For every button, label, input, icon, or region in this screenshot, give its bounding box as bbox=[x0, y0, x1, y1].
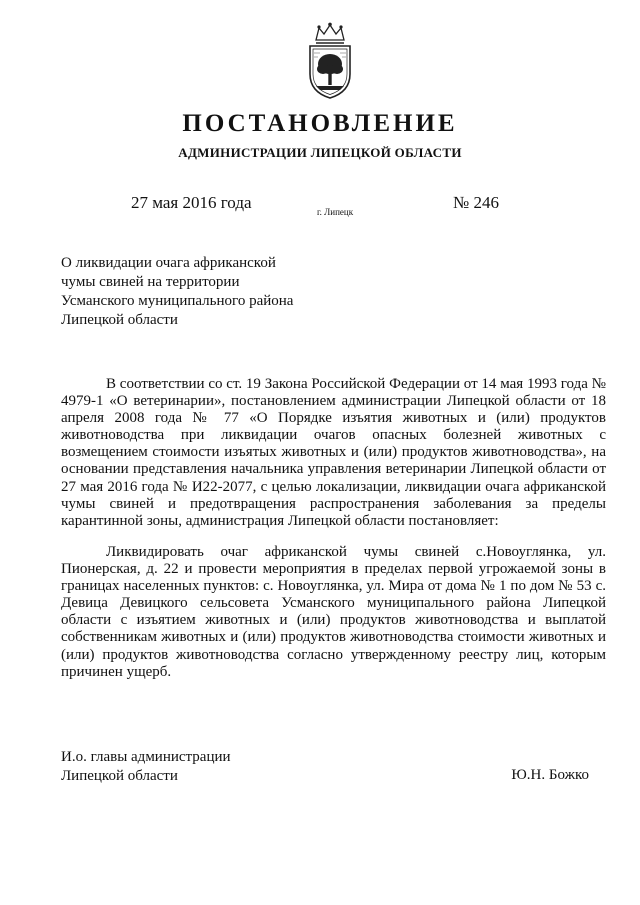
subject-line: чумы свиней на территории bbox=[61, 274, 240, 290]
preamble-paragraph: В соответствии со ст. 19 Закона Российской Федерации от 14 мая 1993 года № 4979-1 «О ветеринарии», постановлением администрации Липецкой области от 18 апреля 2008 года № 77 «О Порядке изъятия животных и (или) продуктов животноводства при ликвидации очагов опасных болезней животных с возмещением стоимости изъятых животных и (или) продуктов животноводства», на основании представления начальника управления ветеринарии Липецкой области от 27 мая 2016 года № И22-2077, с целью локализации, ликвидации очага африканской чумы свиней и предотвращения распространения заболевания за пределы карантинной зоны, администрация Липецкой области постановляет: bbox=[61, 376, 606, 529]
subject-line: Усманского муниципального района bbox=[61, 293, 294, 309]
issuing-authority: АДМИНИСТРАЦИИ ЛИПЕЦКОЙ ОБЛАСТИ bbox=[178, 145, 462, 160]
subject-line: Липецкой области bbox=[61, 312, 178, 328]
signatory-position-line: Липецкой области bbox=[61, 768, 178, 784]
coat-of-arms-icon bbox=[302, 22, 358, 100]
subject-line: О ликвидации очага африканской bbox=[61, 255, 276, 271]
resolution-paragraph: Ликвидировать очаг африканской чумы свиней с.Новоуглянка, ул. Пионерская, д. 22 и провести мероприятия в пределах первой угрожаемой зоны в границах населенных пунктов: с. Новоуглянка, ул. Мира от дома № 1 по дом № 53 с. Девица Девицкого сельсовета Усманского муниципального района Липецкой области с изъятием животных и (или) продуктов животноводства и выплатой собственникам животных и (или) продуктов животноводства стоимости животных и (или) продуктов животноводства согласно утвержденному реестру лиц, которым причинен ущерб. bbox=[61, 544, 606, 680]
document-city: г. Липецк bbox=[317, 207, 354, 217]
document-date: 27 мая 2016 года bbox=[131, 193, 252, 212]
signatory-position bbox=[61, 748, 231, 786]
signatory-position-line: И.о. главы администрации bbox=[61, 749, 231, 765]
document-subject bbox=[61, 254, 341, 330]
document-title: ПОСТАНОВЛЕНИЕ bbox=[182, 110, 458, 137]
document-number: № 246 bbox=[453, 193, 499, 212]
signatory-name: Ю.Н. Божко bbox=[511, 767, 589, 783]
